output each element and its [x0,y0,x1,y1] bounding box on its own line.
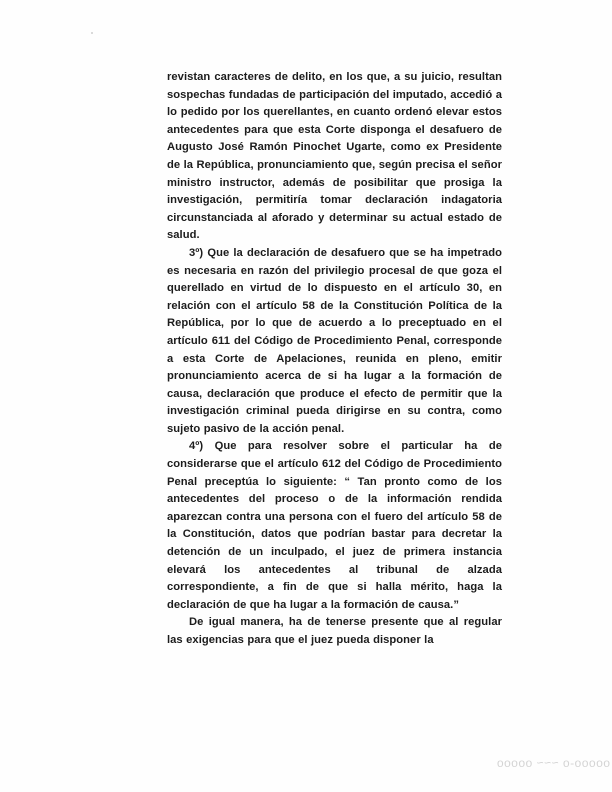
scan-speck [91,32,93,34]
paragraph-igual-manera: De igual manera, ha de tenerse presente que al regular las exigencias para que el juez pueda disponer la [167,616,502,646]
paragraph-continuation: revistan caracteres de delito, en los que, a su juicio, resultan sospechas fundadas de participación del imputado, accedió a lo pedido por los querellantes, en cuanto ordenó elevar estos antecedentes para que esta Corte disponga el desafuero de Augusto José Ramón Pinochet Ugarte, como ex Presidente de la República, pronunciamiento que, según precisa el señor ministro instructor, además de posibilitar que prosiga la investigación, permitiría tomar declaración indagatoria circunstanciada al aforado y determinar su actual estado de salud. [167,71,502,242]
paragraph-considerando-3: 3º) Que la declaración de desafuero que se ha impetrado es necesaria en razón del privilegio procesal de que goza el querellado en virtud de lo dispuesto en el artículo 30, en relación con el artículo 58 de la Constitución Política de la República, por lo que de acuerdo a lo preceptuado en el artículo 611 del Código de Procedimiento Penal, corresponde a esta Corte de Apelaciones, reunida en pleno, emitir pronunciamiento acerca de si ha lugar a la formación de causa, declaración que produce el efecto de permitir que la investigación criminal pueda dirigirse en su contra, como sujeto pasivo de la acción penal. [167,246,502,435]
document-body [167,69,502,650]
paragraph-considerando-4: 4º) Que para resolver sobre el particular ha de considerarse que el artículo 612 del Código de Procedimiento Penal preceptúa lo siguiente: “ Tan pronto como de los antecedentes del proceso o de la información rendida aparezcan contra una persona con el fuero del artículo 58 de la Constitución, datos que podrían bastar para decretar la detención de un inculpado, el juez de primera instancia elevará los antecedentes al tribunal de alzada correspondiente, a fin de que si halla mérito, haga la declaración de que ha lugar a la formación de causa.” [167,440,502,611]
reverse-side-bleed-through: ooooo-o ~~~ ooooo [496,756,610,770]
